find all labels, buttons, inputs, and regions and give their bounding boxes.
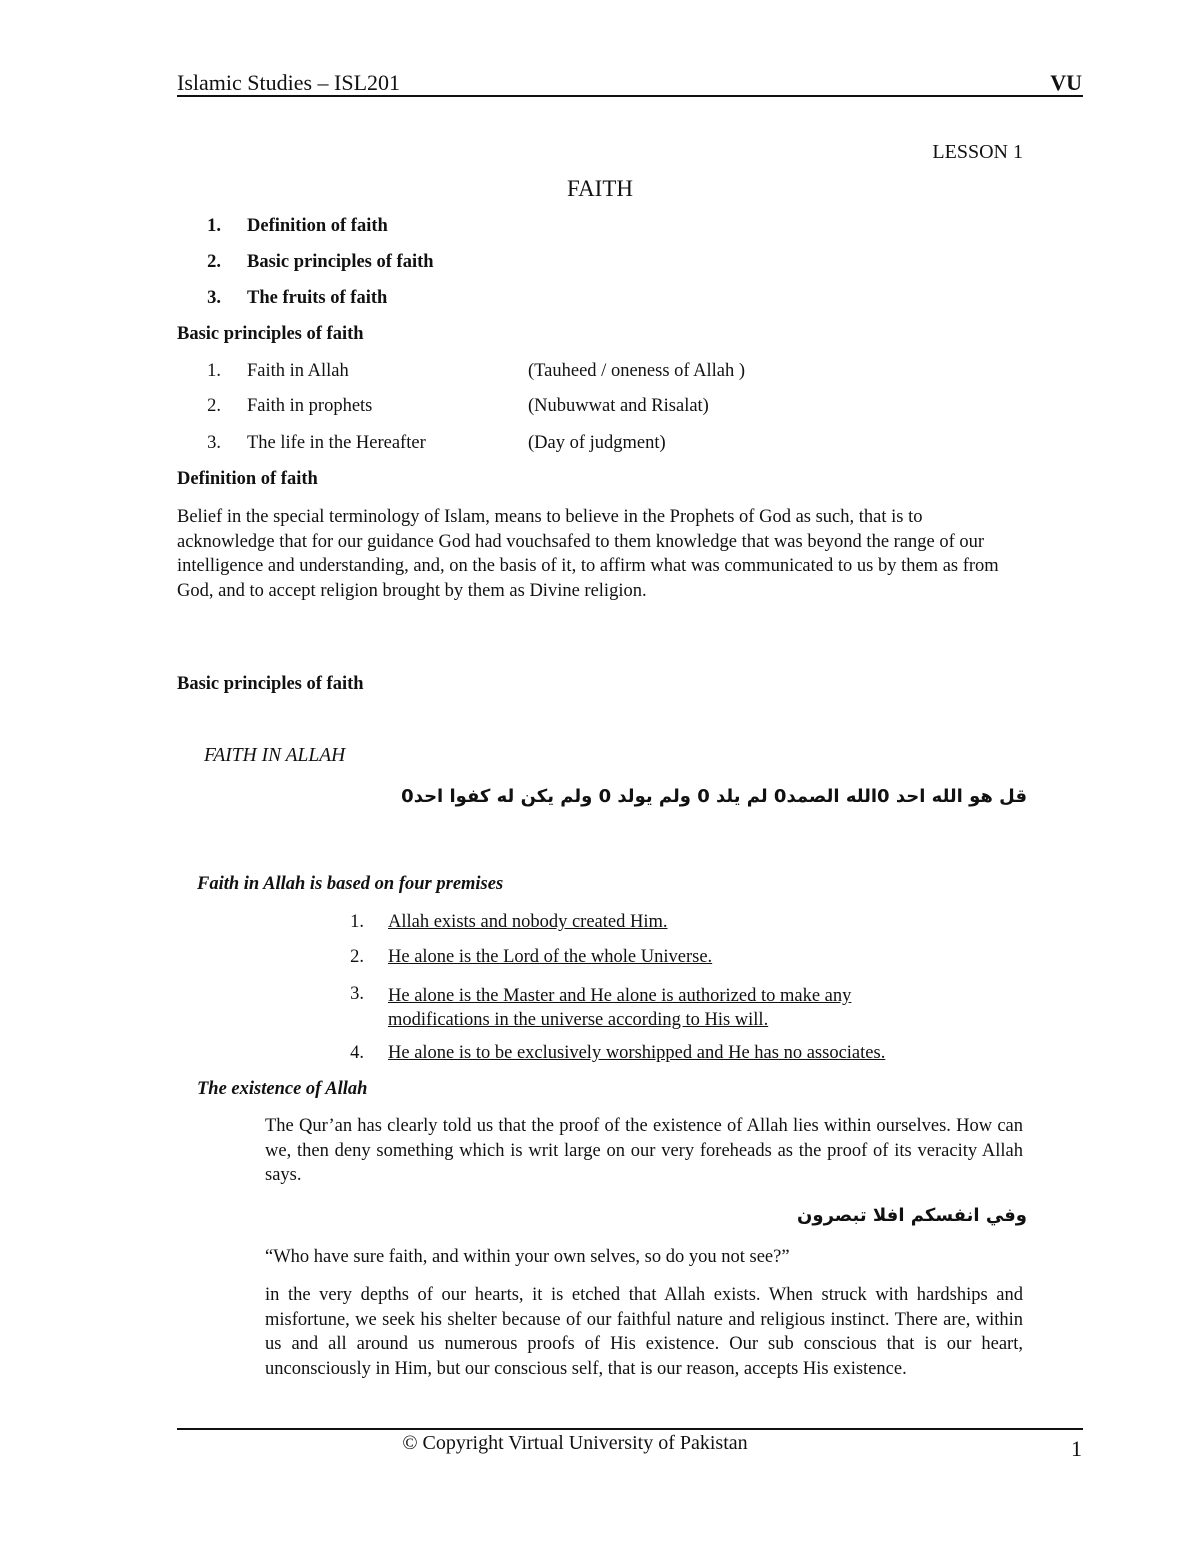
list-number: 3. (207, 288, 221, 308)
list-note: (Nubuwwat and Risalat) (528, 396, 709, 416)
list-label: Basic principles of faith (247, 252, 434, 272)
premises-heading: Faith in Allah is based on four premises (197, 874, 504, 894)
existence-heading: The existence of Allah (197, 1079, 368, 1099)
quote-translation: “Who have sure faith, and within your own selves, so do you not see?” (265, 1247, 790, 1267)
list-item (340, 1043, 980, 1069)
lesson-label: LESSON 1 (932, 141, 1023, 163)
list-item (177, 252, 677, 278)
list-number: 2. (207, 252, 221, 272)
list-number: 1. (350, 912, 364, 932)
list-item (177, 433, 877, 459)
list-item (340, 947, 980, 973)
list-label: Definition of faith (247, 216, 388, 236)
list-label: The fruits of faith (247, 288, 388, 308)
list-item (177, 216, 677, 242)
faith-in-allah-heading: FAITH IN ALLAH (204, 745, 346, 766)
header-divider (177, 95, 1083, 97)
list-number: 3. (350, 984, 364, 1004)
list-label: He alone is the Lord of the whole Universe. (388, 947, 713, 967)
list-item (177, 396, 877, 422)
list-number: 2. (350, 947, 364, 967)
footer-divider (177, 1428, 1083, 1430)
list-number: 2. (207, 396, 221, 416)
list-item (177, 288, 677, 314)
list-note: (Day of judgment) (528, 433, 666, 453)
list-number: 3. (207, 433, 221, 453)
page-number: 1 (1071, 1436, 1082, 1461)
list-label: Allah exists and nobody created Him. (388, 912, 668, 932)
list-item (177, 361, 877, 387)
list-label: He alone is the Master and He alone is authorized to make any modifications in the universe according to His will. (388, 986, 852, 1030)
arabic-verse-ikhlas: قل هو الله احد 0الله الصمد0 لم يلد 0 ولم يولد 0 ولم يكن له كفوا احد0 (401, 786, 1027, 807)
list-item (340, 984, 980, 1034)
list-number: 1. (207, 361, 221, 381)
list-note: (Tauheed / oneness of Allah ) (528, 361, 746, 381)
header-course-title: Islamic Studies – ISL201 (177, 70, 401, 95)
list-number: 1. (207, 216, 221, 236)
arabic-verse-anfusikum: وفي انفسكم افلا تبصرون (797, 1205, 1027, 1226)
existence-paragraph-1: The Qur’an has clearly told us that the proof of the existence of Allah lies within ourselves. How can we, then deny something which is writ large on our very foreheads as the proof of its veracity Allah says. (265, 1116, 1023, 1185)
list-label: He alone is to be exclusively worshipped and He has no associates. (388, 1043, 886, 1063)
section-heading-principles-2: Basic principles of faith (177, 674, 364, 694)
list-number: 4. (350, 1043, 364, 1063)
list-item (340, 912, 980, 938)
existence-paragraph-2: in the very depths of our hearts, it is etched that Allah exists. When struck with hardships and misfortune, we seek his shelter because of our faithful nature and religious instinct. There are, within us and all around us numerous proofs of His existence. Our sub conscious that is our heart, unconsciously in Him, but our conscious self, that is our reason, accepts His existence. (265, 1285, 1023, 1379)
footer-copyright: © Copyright Virtual University of Pakistan (402, 1432, 748, 1454)
header-institute: VU (1050, 70, 1082, 95)
section-heading-definition: Definition of faith (177, 469, 318, 489)
definition-paragraph: Belief in the special terminology of Islam, means to believe in the Prophets of God as such, that is to acknowledge that for our guidance God had vouchsafed to them knowledge that was beyond the range of our intelligence and understanding, and, on the basis of it, to affirm what was communicated to us by them as from God, and to accept religion brought by them as Divine religion. (177, 507, 999, 601)
list-label: The life in the Hereafter (247, 433, 426, 453)
section-heading-principles: Basic principles of faith (177, 324, 364, 344)
list-label: Faith in Allah (247, 361, 349, 381)
page-title: FAITH (566, 176, 633, 201)
list-label: Faith in prophets (247, 396, 373, 416)
